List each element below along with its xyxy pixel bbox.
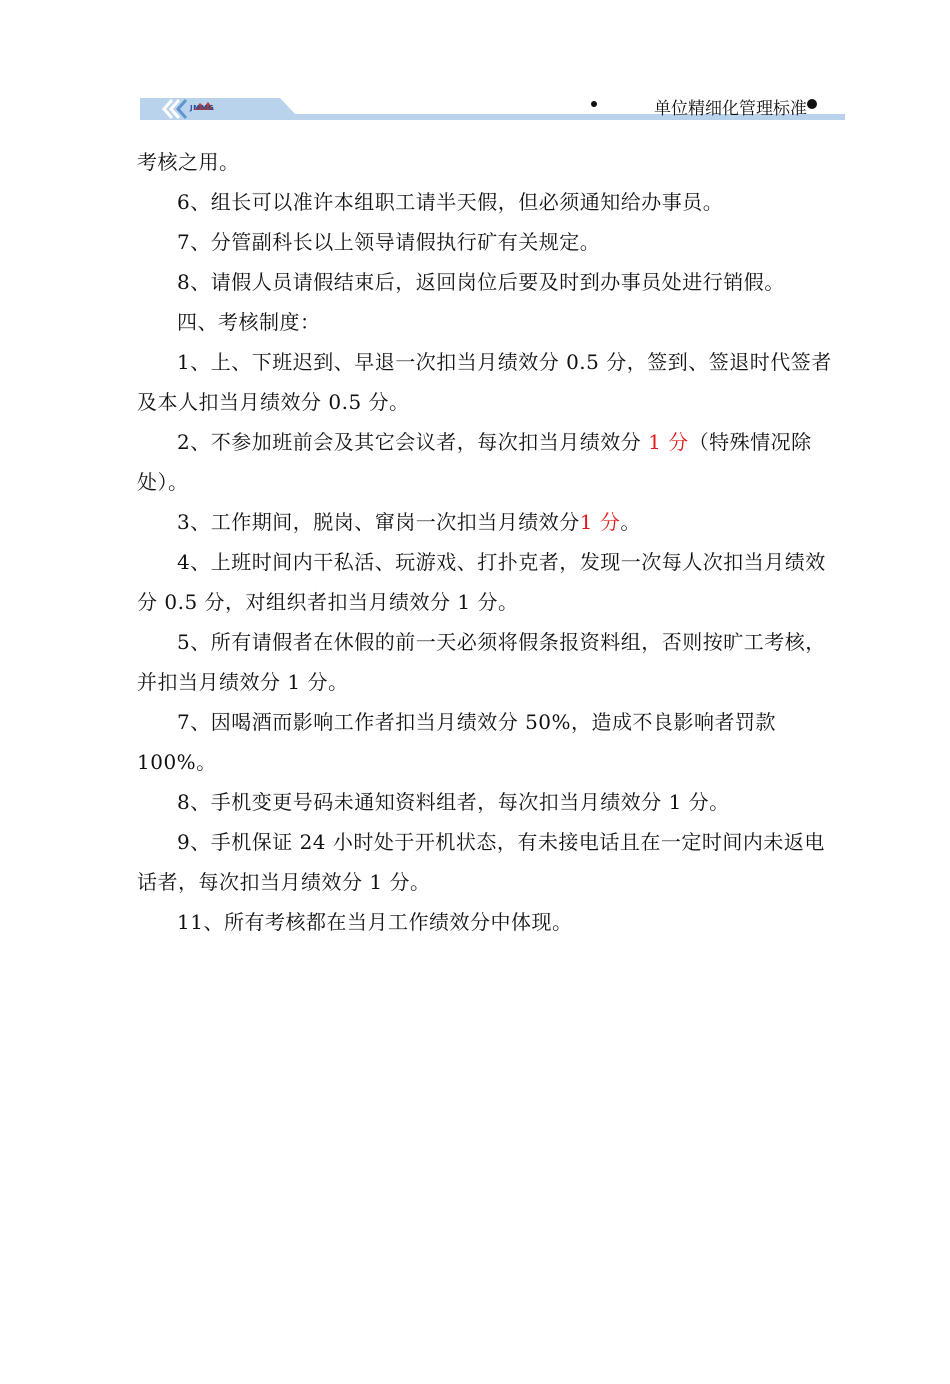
highlighted-score: 1 分 <box>579 510 621 534</box>
paragraph: 1、上、下班迟到、早退一次扣当月绩效分 0.5 分，签到、签退时代签者及本人扣当月绩效分 0.5 分。 <box>137 350 832 414</box>
paragraph: 8、手机变更号码未通知资料组者，每次扣当月绩效分 1 分。 <box>177 790 730 814</box>
paragraph: 9、手机保证 24 小时处于开机状态，有未接电话且在一定时间内未返电话者，每次扣当月绩效分 1 分。 <box>137 830 825 894</box>
paragraph <box>137 502 837 542</box>
paragraph-text: 3、工作期间，脱岗、窜岗一次扣当月绩效分 <box>177 510 580 534</box>
paragraph: 7、因喝酒而影响工作者扣当月绩效分 50%，造成不良影响者罚款 100%。 <box>137 710 777 774</box>
paragraph-text: 2、不参加班前会及其它会议者，每次扣当月绩效分 <box>177 430 649 454</box>
paragraph: 11、所有考核都在当月工作绩效分中体现。 <box>177 910 573 934</box>
bullet-icon <box>591 101 597 107</box>
bullet-icon <box>807 99 817 109</box>
paragraph: 4、上班时间内干私活、玩游戏、打扑克者，发现一次每人次扣当月绩效分 0.5 分，对组织者扣当月绩效分 1 分。 <box>137 550 826 614</box>
section-heading: 四、考核制度： <box>177 310 321 334</box>
paragraph: 5、所有请假者在休假的前一天必须将假条报资料组，否则按旷工考核，并扣当月绩效分 1 分。 <box>137 630 826 694</box>
paragraph: 6、组长可以准许本组职工请半天假，但必须通知给办事员。 <box>177 190 724 214</box>
header-title: 单位精细化管理标准 <box>654 99 807 119</box>
paragraph: 7、分管副科长以上领导请假执行矿有关规定。 <box>177 230 601 254</box>
document-body <box>137 142 837 942</box>
paragraph-text: 。 <box>620 510 641 534</box>
paragraph-text: （特殊情况除处）。 <box>137 430 812 494</box>
highlighted-score: 1 分 <box>648 430 689 454</box>
paragraph: 8、请假人员请假结束后，返回岗位后要及时到办事员处进行销假。 <box>177 270 785 294</box>
page-header <box>140 88 845 124</box>
logo-text: JMMG <box>190 104 215 112</box>
paragraph <box>137 422 837 502</box>
paragraph: 考核之用。 <box>137 150 240 174</box>
